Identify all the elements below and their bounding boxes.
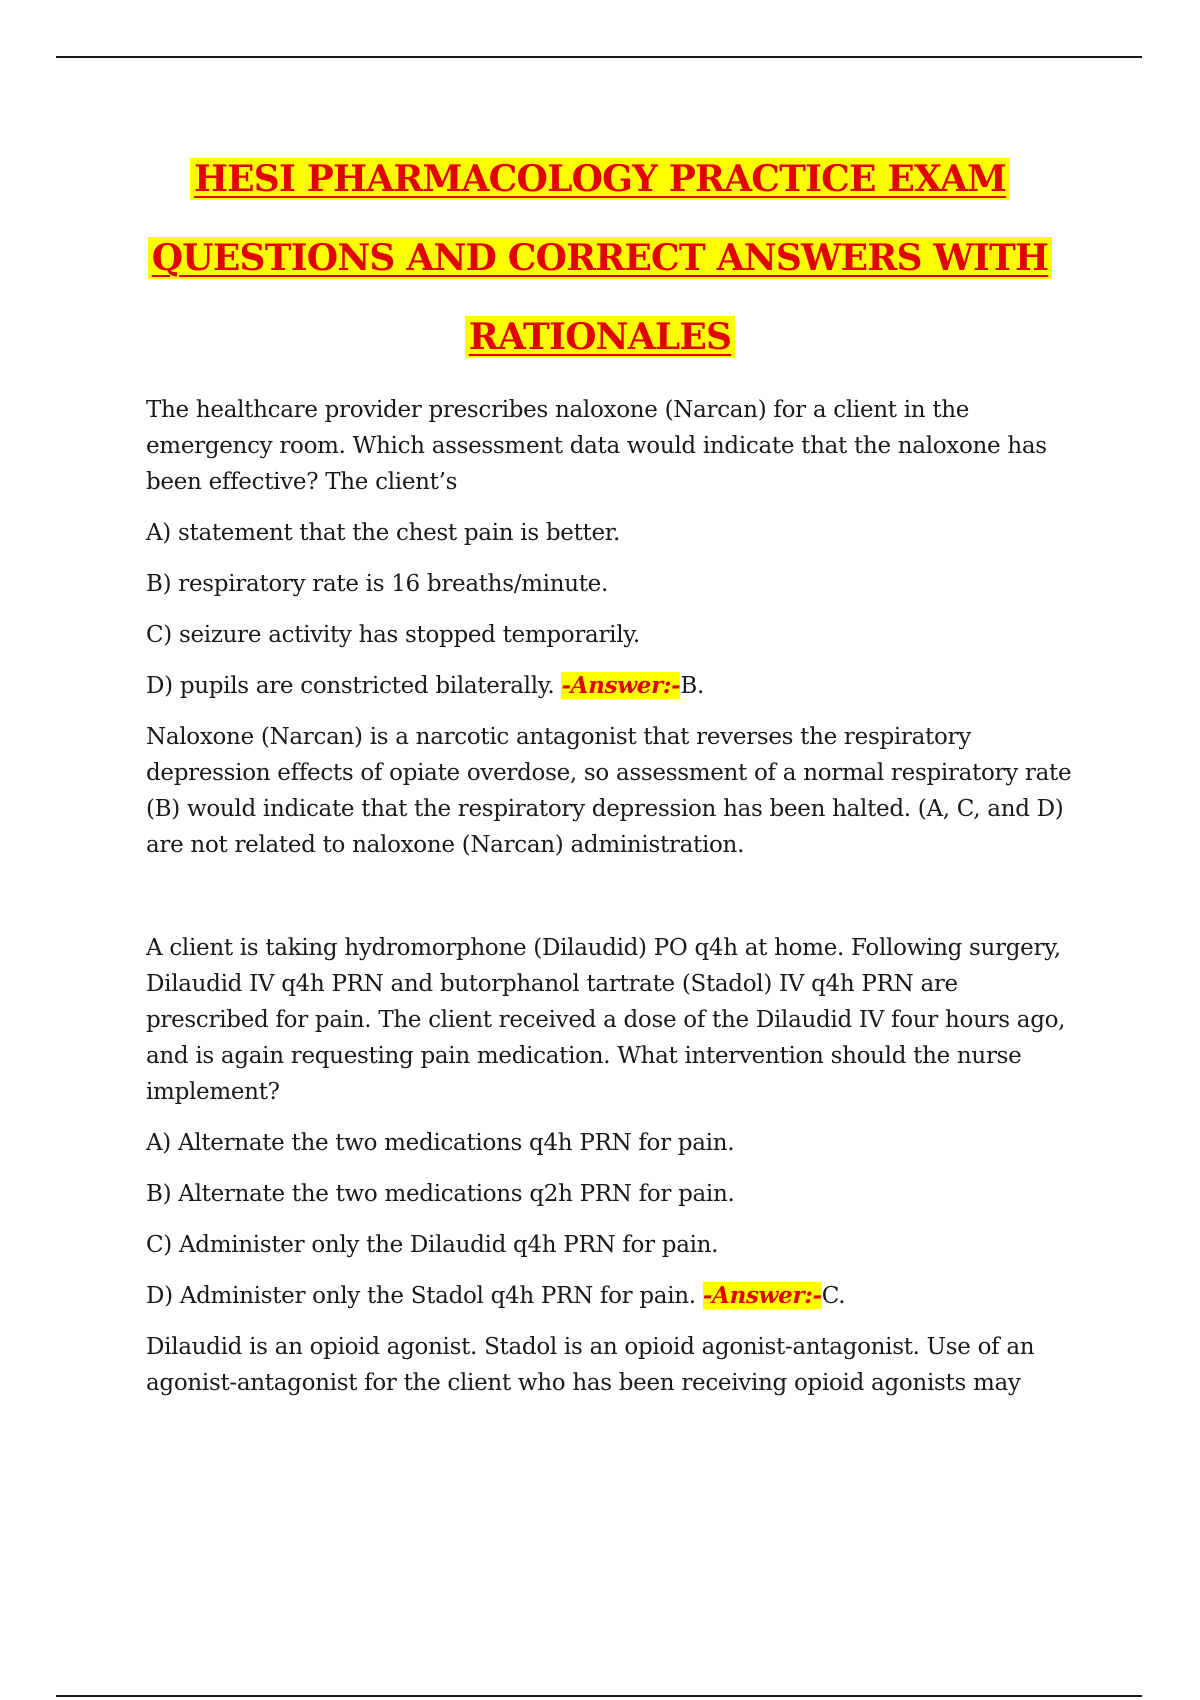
option-b: B) respiratory rate is 16 breaths/minute.	[146, 571, 608, 597]
option-d-with-answer	[146, 668, 1086, 704]
option-a: A) statement that the chest pain is better.	[146, 520, 620, 546]
page-title	[0, 140, 1200, 377]
question-block-1	[146, 392, 1086, 863]
answer-value: B.	[680, 673, 705, 699]
option-c: C) seizure activity has stopped temporarily.	[146, 622, 640, 648]
title-line-2: QUESTIONS AND CORRECT ANSWERS WITH	[148, 237, 1053, 279]
answer-label: -Answer:-	[561, 672, 681, 699]
option-b: B) Alternate the two medications q2h PRN for pain.	[146, 1181, 735, 1207]
rationale: Dilaudid is an opioid agonist. Stadol is an opioid agonist-antagonist. Use of an agonist-antagonist for the client who has been receiving opioid agonists may	[146, 1334, 1035, 1396]
bottom-rule	[56, 1695, 1142, 1697]
option-d: D) Administer only the Stadol q4h PRN for pain.	[146, 1283, 703, 1309]
question-stem: The healthcare provider prescribes naloxone (Narcan) for a client in the emergency room. Which assessment data would indicate that the naloxone has been effective? The client’s	[146, 397, 1047, 495]
answer-label: -Answer:-	[702, 1282, 822, 1309]
title-line-1: HESI PHARMACOLOGY PRACTICE EXAM	[190, 158, 1010, 200]
rationale: Naloxone (Narcan) is a narcotic antagonist that reverses the respiratory depression effects of opiate overdose, so assessment of a normal respiratory rate (B) would indicate that the respiratory depression has been halted. (A, C, and D) are not related to naloxone (Narcan) administration.	[146, 724, 1072, 858]
option-d-with-answer	[146, 1278, 1086, 1314]
top-rule	[56, 56, 1142, 58]
answer-value: C.	[821, 1283, 846, 1309]
option-d: D) pupils are constricted bilaterally.	[146, 673, 562, 699]
question-stem: A client is taking hydromorphone (Dilaudid) PO q4h at home. Following surgery, Dilaudid IV q4h PRN and butorphanol tartrate (Stadol) IV q4h PRN are prescribed for pain. The client received a dose of the Dilaudid IV four hours ago, and is again requesting pain medication. What intervention should the nurse implement?	[146, 935, 1066, 1105]
title-line-3: RATIONALES	[465, 316, 735, 358]
question-block-2	[146, 930, 1086, 1401]
option-a: A) Alternate the two medications q4h PRN for pain.	[146, 1130, 735, 1156]
document-body	[146, 392, 1086, 1401]
option-c: C) Administer only the Dilaudid q4h PRN for pain.	[146, 1232, 719, 1258]
